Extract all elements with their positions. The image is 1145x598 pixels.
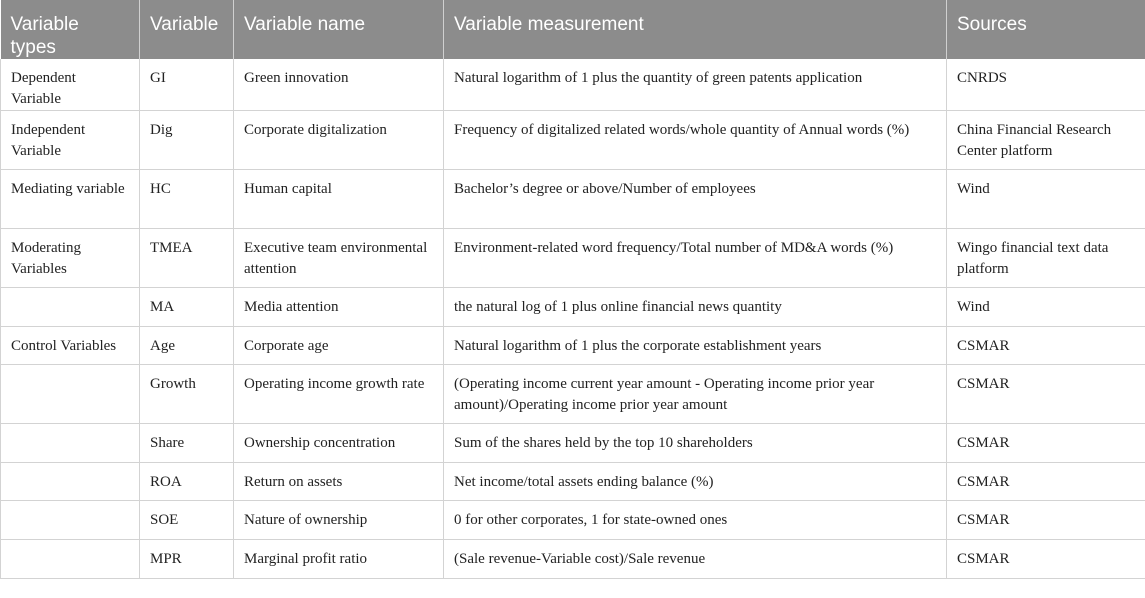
cell-variable: Dig [140,111,234,170]
cell-variable-name: Return on assets [234,462,444,501]
cell-variable-name: Corporate digitalization [234,111,444,170]
cell-variable: ROA [140,462,234,501]
table-row [1,462,1145,501]
table-row [1,501,1145,540]
cell-measurement: the natural log of 1 plus online financial news quantity [444,288,947,327]
cell-measurement: Natural logarithm of 1 plus the quantity of green patents application [444,59,947,111]
cell-variable-type: Moderating Variables [1,229,140,288]
table-row [1,170,1145,229]
cell-variable-name: Corporate age [234,326,444,365]
cell-variable: Growth [140,365,234,424]
cell-variable: GI [140,59,234,111]
header-variable-name: Variable name [234,0,444,59]
cell-source: Wingo financial text data platform [947,229,1145,288]
table-row [1,229,1145,288]
table-row [1,288,1145,327]
cell-source: CSMAR [947,365,1145,424]
header-row [1,0,1145,59]
cell-variable-name: Human capital [234,170,444,229]
cell-measurement: (Sale revenue-Variable cost)/Sale revenue [444,539,947,578]
cell-source: CSMAR [947,501,1145,540]
cell-variable-name: Executive team environmental attention [234,229,444,288]
cell-variable: MA [140,288,234,327]
cell-variable-name: Marginal profit ratio [234,539,444,578]
table-row [1,365,1145,424]
header-variable-measurement: Variable measurement [444,0,947,59]
table-row [1,424,1145,463]
cell-variable-type [1,462,140,501]
cell-variable: MPR [140,539,234,578]
table-row [1,326,1145,365]
cell-variable: Share [140,424,234,463]
cell-variable-name: Operating income growth rate [234,365,444,424]
cell-source: Wind [947,170,1145,229]
header-variable-types: Variable types [1,0,140,59]
cell-source: CSMAR [947,539,1145,578]
cell-measurement: Environment-related word frequency/Total number of MD&A words (%) [444,229,947,288]
cell-variable-name: Green innovation [234,59,444,111]
cell-variable-name: Ownership concentration [234,424,444,463]
cell-measurement: (Operating income current year amount - Operating income prior year amount)/Operating income prior year amount [444,365,947,424]
cell-variable-type [1,365,140,424]
table-row [1,59,1145,111]
cell-source: CNRDS [947,59,1145,111]
cell-variable-name: Media attention [234,288,444,327]
cell-variable-type [1,539,140,578]
cell-variable-type [1,288,140,327]
cell-measurement: Natural logarithm of 1 plus the corporate establishment years [444,326,947,365]
cell-variable-type: Control Variables [1,326,140,365]
cell-variable: SOE [140,501,234,540]
cell-variable: HC [140,170,234,229]
cell-source: CSMAR [947,424,1145,463]
cell-measurement: Frequency of digitalized related words/whole quantity of Annual words (%) [444,111,947,170]
cell-source: CSMAR [947,326,1145,365]
header-variable: Variable [140,0,234,59]
cell-source: Wind [947,288,1145,327]
cell-variable-name: Nature of ownership [234,501,444,540]
cell-measurement: Bachelor’s degree or above/Number of employees [444,170,947,229]
header-sources: Sources [947,0,1145,59]
cell-source: China Financial Research Center platform [947,111,1145,170]
table-row [1,111,1145,170]
cell-source: CSMAR [947,462,1145,501]
cell-variable: Age [140,326,234,365]
cell-variable: TMEA [140,229,234,288]
cell-variable-type: Dependent Variable [1,59,140,111]
cell-variable-type: Independent Variable [1,111,140,170]
cell-variable-type [1,501,140,540]
cell-measurement: Net income/total assets ending balance (%) [444,462,947,501]
cell-measurement: 0 for other corporates, 1 for state-owned ones [444,501,947,540]
table-row [1,539,1145,578]
cell-measurement: Sum of the shares held by the top 10 shareholders [444,424,947,463]
cell-variable-type [1,424,140,463]
cell-variable-type: Mediating variable [1,170,140,229]
